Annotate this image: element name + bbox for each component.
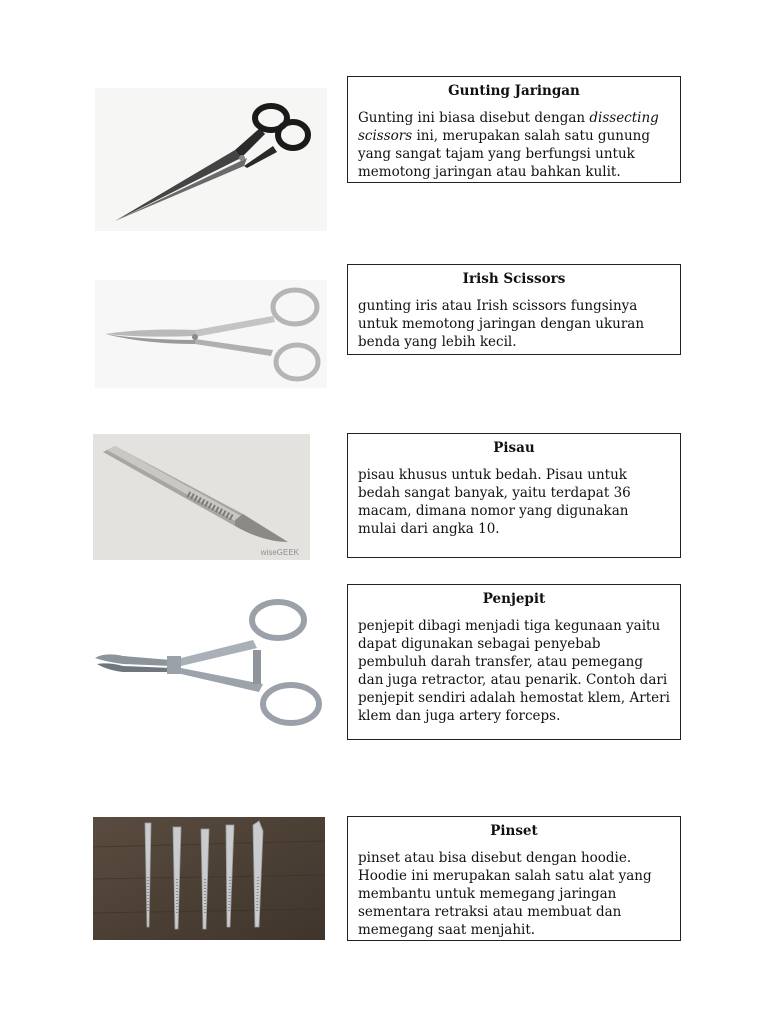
- info-box-text: penjepit dibagi menjadi tiga kegunaan yaitu dapat digunakan sebagai penyebab pembuluh darah transfer, atau pemegang dan juga retractor, atau penarik. Contoh dari penjepit sendiri adalah hemostat klem, Arteri klem dan juga artery forceps.: [358, 618, 670, 724]
- info-box-text: gunting iris atau Irish scissors fungsinya untuk memotong jaringan dengan ukuran benda yang lebih kecil.: [358, 298, 645, 350]
- info-box-title: Irish Scissors: [462, 271, 566, 287]
- info-box-irish-scissors: [347, 264, 681, 355]
- info-box-title: Pinset: [490, 823, 538, 839]
- info-box-text: pinset atau bisa disebut dengan hoodie. Hoodie ini merupakan salah satu alat yang membantu untuk memegang jaringan sementara retraksi atau membuat dan memegang saat menjahit.: [358, 850, 652, 938]
- watermark-text: wiseGEEK: [260, 548, 299, 557]
- iris-scissors-icon: [95, 280, 327, 388]
- info-box-gunting-jaringan: [347, 76, 681, 183]
- info-box-title: Penjepit: [482, 591, 546, 607]
- info-box-pinset: [347, 816, 681, 941]
- info-box-title: Gunting Jaringan: [448, 83, 580, 99]
- info-box-title: Pisau: [493, 440, 535, 456]
- tweezers-image: [93, 817, 325, 940]
- info-box-text: [358, 109, 670, 181]
- tweezers-icon: [93, 817, 325, 940]
- iris-scissors-image: [95, 280, 327, 388]
- scalpel-icon: [93, 434, 310, 560]
- dissecting-scissors-image: [95, 88, 327, 231]
- text-part: Gunting ini biasa disebut dengan: [358, 110, 590, 126]
- dissecting-scissors-icon: [95, 88, 327, 231]
- text-part: ini, merupakan salah satu gunung yang sangat tajam yang berfungsi untuk memotong jaringan atau bahkan kulit.: [358, 128, 650, 180]
- info-box-pisau: [347, 433, 681, 558]
- scalpel-image: [93, 434, 310, 560]
- hemostat-forceps-icon: [93, 598, 327, 728]
- info-box-text: pisau khusus untuk bedah. Pisau untuk bedah sangat banyak, yaitu terdapat 36 macam, dimana nomor yang digunakan mulai dari angka 10.: [358, 467, 631, 537]
- info-box-penjepit: [347, 584, 681, 740]
- text-italic-term: dissecting scissors: [358, 110, 659, 144]
- hemostat-forceps-image: [93, 598, 327, 728]
